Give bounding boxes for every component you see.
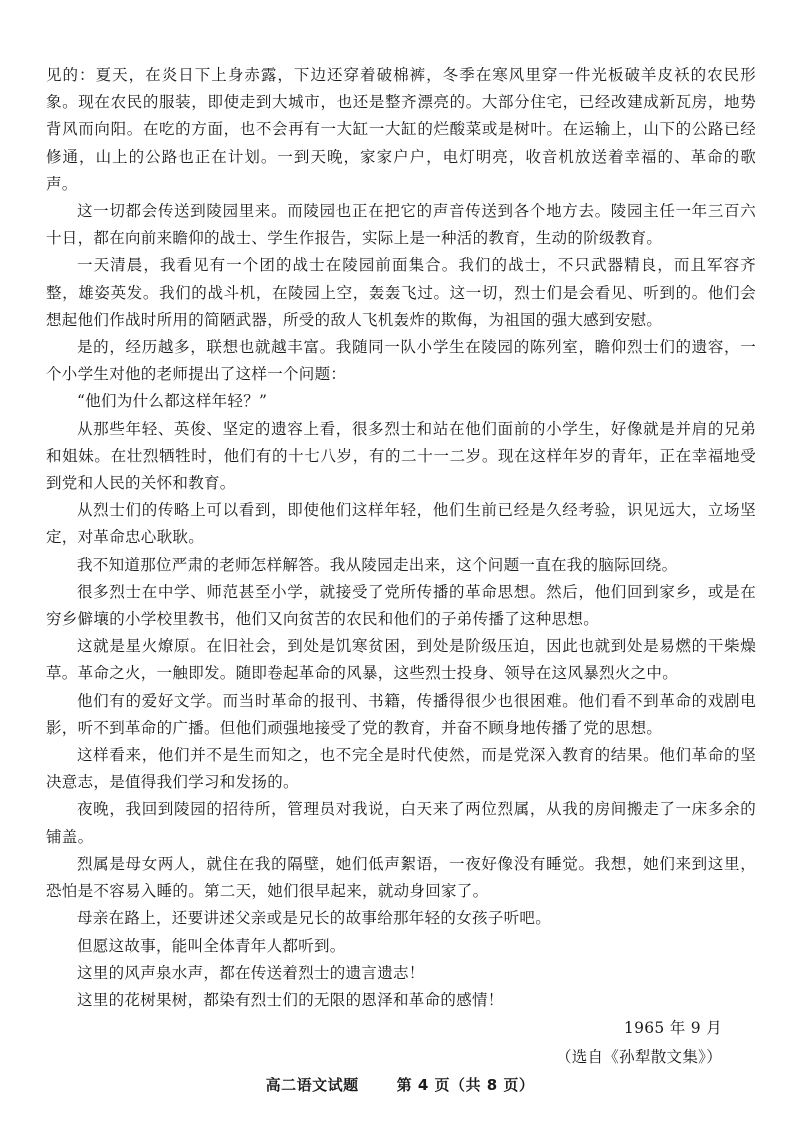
paragraph: 见的：夏天，在炎日下上身赤露，下边还穿着破棉裤，冬季在寒风里穿一件光板破羊皮袄的农民形象。现在农民的服装，即使走到大城市，也还是整齐漂亮的。大部分住宅，已经改建成新瓦房，地势背风而向阳。在吃的方面，也不会再有一大缸一大缸的烂酸菜或是树叶。在运输上，山下的公路已经修通，山上的公路也正在计划。一到天晚，家家户户，电灯明亮，收音机放送着幸福的、革命的歌声。 [46,66,756,193]
page-number: 第 4 页（共 8 页） [396,1076,535,1094]
paragraph: 很多烈士在中学、师范甚至小学，就接受了党所传播的革命思想。然后，他们回到家乡，或是在穷乡僻壤的小学校里教书，他们又向贫苦的农民和他们的子弟传播了这种思想。 [46,582,756,629]
paragraph: 一天清晨，我看见有一个团的战士在陵园前面集合。我们的战士，不只武器精良，而且军容齐整，雄姿英发。我们的战斗机，在陵园上空，轰轰飞过。这一切，烈士们是会看见、听到的。他们会想起他们作战时所用的简陋武器，所受的敌人飞机轰炸的欺侮，为祖国的强大感到安慰。 [46,256,756,329]
paragraph: 烈属是母女两人，就住在我的隔壁，她们低声絮语，一夜好像没有睡觉。我想，她们来到这里，恐怕是不容易入睡的。第二天，她们很早起来，就动身回家了。 [46,854,756,901]
exam-title: 高二语文试题 [265,1076,359,1094]
quoted-question: “他们为什么都这样年轻？” [77,392,268,411]
paragraph: 他们有的爱好文学。而当时革命的报刊、书籍，传播得很少也很困难。他们看不到革命的戏剧电影，听不到革命的广播。但他们顽强地接受了党的教育，并奋不顾身地传播了党的思想。 [46,691,756,737]
paragraph: 这样看来，他们并不是生而知之，也不完全是时代使然，而是党深入教育的结果。他们革命的坚决意志，是值得我们学习和发扬的。 [46,746,756,792]
article-body [46,62,756,1014]
paragraph: 从烈士们的传略上可以看到，即使他们这样年轻，他们生前已经是久经考验，识见远大，立场坚定，对革命忠心耿耿。 [46,501,756,547]
paragraph: 这就是星火燎原。在旧社会，到处是饥寒贫困，到处是阶级压迫，因此也就到处是易燃的干柴燥草。革命之火，一触即发。随即卷起革命的风暴，这些烈士投身、领导在这风暴烈火之中。 [46,637,756,683]
paragraph: 但愿这故事，能叫全体青年人都听到。 [77,936,346,955]
page-footer [0,1074,800,1095]
paragraph: 这里的花树果树，都染有烈士们的无限的恩泽和革命的感情！ [77,990,504,1009]
paragraph: 是的，经历越多，联想也就越丰富。我随同一队小学生在陵园的陈列室，瞻仰烈士们的遗容，一个小学生对他的老师提出了这样一个问题： [46,338,756,384]
paragraph: 从那些年轻、英俊、坚定的遗容上看，很多烈士和站在他们面前的小学生，好像就是并肩的兄弟和姐妹。在壮烈牺牲时，他们有的十七八岁，有的二十一二岁。现在这样年岁的青年，正在幸福地受到党和人民的关怀和教育。 [46,419,756,493]
article-source: （选自《孙犁散文集》） [555,1048,722,1066]
paragraph: 这里的风声泉水声，都在传送着烈士的遗言遗志！ [77,963,425,982]
paragraph: 母亲在路上，还要讲述父亲或是兄长的故事给那年轻的女孩子听吧。 [77,909,552,928]
paragraph: 这一切都会传送到陵园里来。而陵园也正在把它的声音传送到各个地方去。陵园主任一年三百六十日，都在向前来瞻仰的战士、学生作报告，实际上是一种活的教育，生动的阶级教育。 [46,202,756,248]
paragraph: 我不知道那位严肃的老师怎样解答。我从陵园走出来，这个问题一直在我的脑际回绕。 [77,555,678,574]
article-date: 1965 年 9 月 [623,1019,722,1037]
paragraph: 夜晚，我回到陵园的招待所，管理员对我说，白天来了两位烈属，从我的房间搬走了一床多余的铺盖。 [46,800,756,846]
